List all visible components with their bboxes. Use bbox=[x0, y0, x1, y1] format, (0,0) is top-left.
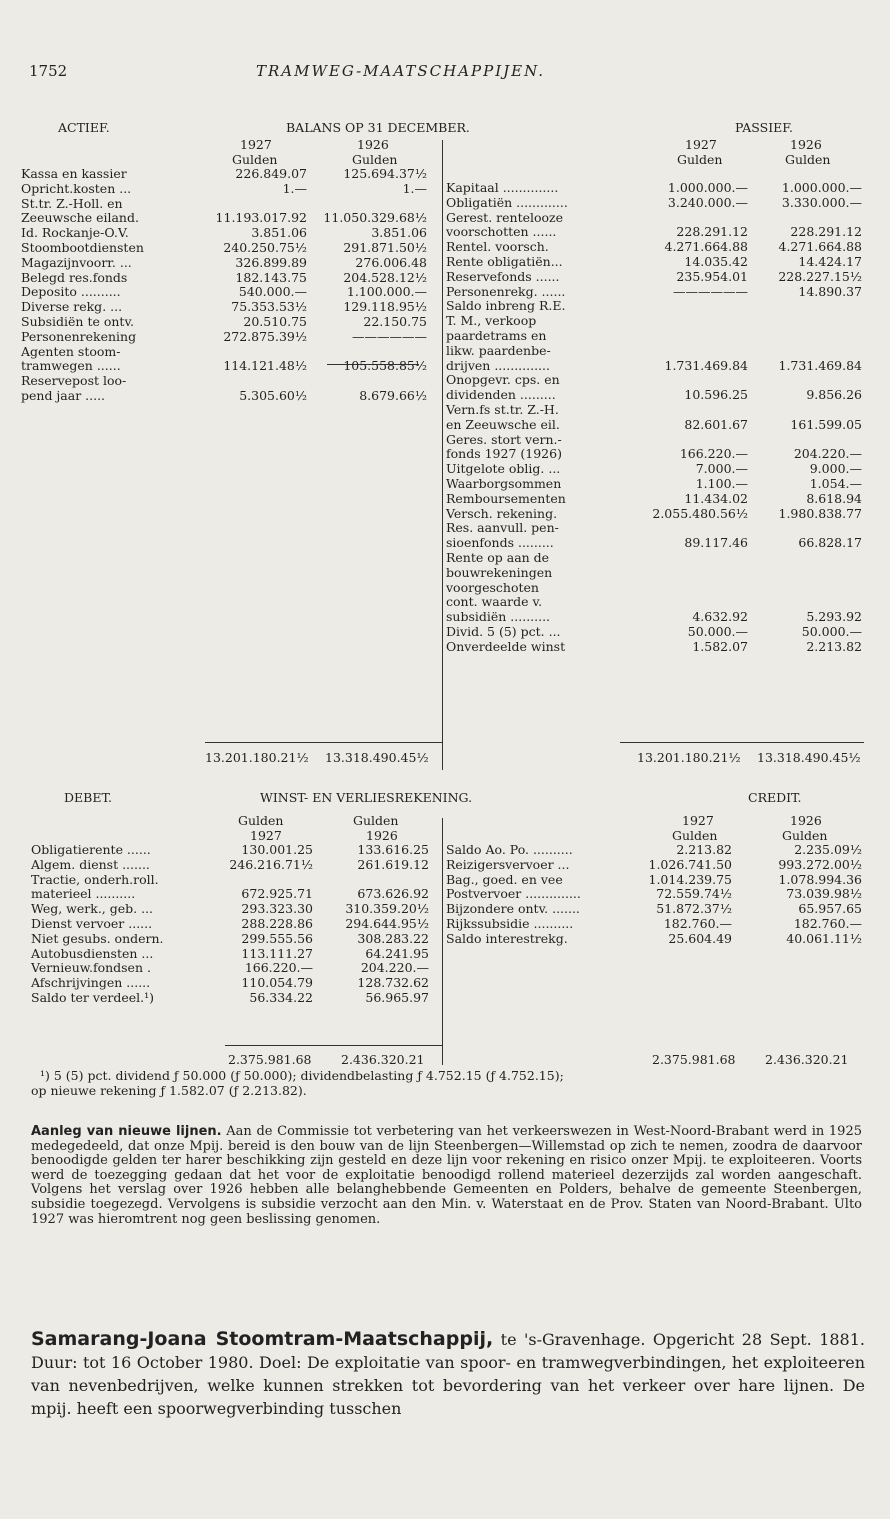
asset-row-label: Deposito .......... bbox=[21, 284, 121, 300]
debit-row-value-1927: 130.001.25 bbox=[241, 842, 313, 857]
liability-row-value-1926: 3.330.000.— bbox=[781, 194, 862, 210]
liability-row bbox=[446, 492, 866, 507]
credit-row-label: Saldo interestrekg. bbox=[446, 930, 568, 946]
liability-row bbox=[446, 299, 866, 314]
liability-row bbox=[446, 240, 866, 255]
debit-row bbox=[31, 902, 441, 917]
asset-row-value-1927: 75.353.53½ bbox=[231, 299, 307, 315]
debit-row-label: Dienst vervoer ...... bbox=[31, 915, 153, 931]
credit-row-value-1926: 65.957.65 bbox=[798, 901, 862, 917]
pl-currency-1926-left: Gulden bbox=[353, 813, 399, 828]
credit-row-value-1926: 993.272.00½ bbox=[778, 856, 862, 872]
asset-row-value-1926: 125.694.37½ bbox=[343, 166, 427, 181]
liability-row-label: en Zeeuwsche eil. bbox=[446, 416, 560, 432]
debit-row bbox=[31, 843, 441, 858]
liability-row-label: dividenden ......... bbox=[446, 387, 556, 403]
asset-row bbox=[21, 345, 439, 360]
liability-row bbox=[446, 388, 866, 403]
liability-row-value-1926: 1.980.838.77 bbox=[778, 505, 862, 521]
liability-row-value-1927: 82.601.67 bbox=[684, 416, 748, 432]
liability-row-value-1927: 7.000.— bbox=[695, 461, 748, 477]
pl-divider bbox=[442, 818, 443, 1065]
pl-year-1927-right: 1927 bbox=[682, 813, 714, 828]
year-1927-right: 1927 bbox=[685, 137, 717, 152]
debit-table bbox=[31, 843, 441, 1006]
credit-row-label: Reizigersvervoer ... bbox=[446, 856, 570, 872]
asset-row bbox=[21, 389, 439, 404]
asset-row-label: Stoombootdiensten bbox=[21, 239, 144, 255]
credit-table bbox=[446, 843, 866, 947]
liability-row bbox=[446, 255, 866, 270]
pl-year-1926-right: 1926 bbox=[790, 813, 822, 828]
credit-row-value-1927: 2.213.82 bbox=[676, 842, 732, 857]
liability-row-label: sioenfonds ......... bbox=[446, 535, 554, 551]
liabilities-total-1926: 13.318.490.45½ bbox=[757, 750, 861, 765]
liability-row-value-1926: 14.890.37 bbox=[798, 283, 862, 299]
credit-row-value-1927: 51.872.37½ bbox=[656, 901, 732, 917]
debit-row-label: Algem. dienst ....... bbox=[31, 856, 150, 872]
asset-row bbox=[21, 271, 439, 286]
asset-row-label: Belegd res.fonds bbox=[21, 269, 128, 285]
liability-row-value-1926: 9.856.26 bbox=[806, 387, 862, 403]
debit-row-value-1926: 310.359.20½ bbox=[345, 901, 429, 917]
liability-row-label: cont. waarde v. bbox=[446, 594, 543, 610]
aanleg-heading: Aanleg van nieuwe lijnen. bbox=[31, 1124, 222, 1139]
liability-row bbox=[446, 344, 866, 359]
credit-row-value-1927: 1.014.239.75 bbox=[648, 871, 732, 887]
asset-row bbox=[21, 226, 439, 241]
liability-row-label: Res. aanvull. pen- bbox=[446, 520, 559, 536]
credit-row-label: Saldo Ao. Po. .......... bbox=[446, 842, 573, 857]
debit-row bbox=[31, 887, 441, 902]
liability-row-value-1926: 1.000.000.— bbox=[781, 180, 862, 195]
liability-row-label: Divid. 5 (5) pct. ... bbox=[446, 623, 561, 639]
aanleg-text: Aan de Commissie tot verbetering van het verkeerswezen in West-Noord-Brabant werd in 1925 medegedeeld, dat onze Mpij. bereid is den bouw van de lijn Steenbergen—Willemstad op zich te nemen, zoodra de daarvoor benoodigde gelden ter harer beschikking zijn gesteld en deze lijn voor rekening en risico onzer Mpij. te exploiteeren. Voorts werd de toezegging gedaan dat het voor de exploitatie benoodigd rollend materieel dezerzijds zal worden aangeschaft. Volgens het verslag over 1926 hebben alle belanghebbende Gemeenten en Polders, behalve de gemeente Steenbergen, subsidie toegezegd. Vervolgens is subsidie verzocht aan den Min. v. Waterstaat en de Prov. Staten van Noord-Brabant. Ulto 1927 was hieromtrent nog geen beslissing genomen. bbox=[31, 1124, 862, 1227]
liability-row-label: Reservefonds ...... bbox=[446, 268, 560, 284]
asset-row-value-1927: 11.193.017.92 bbox=[215, 210, 307, 226]
liability-row bbox=[446, 181, 866, 196]
credit-row bbox=[446, 902, 866, 917]
company-paragraph bbox=[31, 1328, 865, 1420]
liability-row-value-1927: 50.000.— bbox=[687, 623, 748, 639]
liability-row-value-1927: 235.954.01 bbox=[676, 268, 748, 284]
liability-row-value-1926: 14.424.17 bbox=[798, 253, 862, 269]
liability-row-label: subsidiën .......... bbox=[446, 609, 551, 625]
liability-row-label: T. M., verkoop bbox=[446, 313, 537, 329]
debit-row-value-1926: 294.644.95½ bbox=[345, 915, 429, 931]
liability-row-value-1926: 1.054.— bbox=[809, 475, 862, 491]
assets-total-1927: 13.201.180.21½ bbox=[205, 750, 309, 765]
debit-row-value-1927: 246.216.71½ bbox=[229, 856, 313, 872]
liability-row-value-1926: 5.293.92 bbox=[806, 609, 862, 625]
liability-row-value-1927: 11.434.02 bbox=[684, 490, 748, 506]
liability-row-label: Vern.fs st.tr. Z.-H. bbox=[446, 401, 559, 417]
debit-row-value-1926: 133.616.25 bbox=[357, 842, 429, 857]
asset-row bbox=[21, 211, 439, 226]
liability-row-label: Saldo inbreng R.E. bbox=[446, 298, 566, 314]
liability-row-label: Gerest. rentelooze bbox=[446, 209, 564, 225]
asset-row bbox=[21, 241, 439, 256]
liability-row-label: Kapitaal .............. bbox=[446, 180, 559, 195]
asset-row-value-1927: 114.121.48½ bbox=[223, 358, 307, 374]
credit-row-label: Postvervoer .............. bbox=[446, 886, 581, 902]
debit-row bbox=[31, 873, 441, 888]
asset-row-value-1927: 20.510.75 bbox=[243, 313, 307, 329]
debit-row-label: Afschrijvingen ...... bbox=[31, 975, 151, 991]
liability-row-value-1926: 228.291.12 bbox=[790, 224, 862, 240]
debit-row-label: Niet gesubs. ondern. bbox=[31, 930, 164, 946]
asset-row-label: Kassa en kassier bbox=[21, 166, 127, 181]
pl-year-1926-left: 1926 bbox=[366, 828, 398, 843]
asset-row-value-1927: 5.305.60½ bbox=[239, 387, 307, 403]
running-title: TRAMWEG-MAATSCHAPPIJEN. bbox=[256, 62, 546, 80]
liability-row-label: bouwrekeningen bbox=[446, 564, 553, 580]
liability-row bbox=[446, 536, 866, 551]
liability-row-label: voorschotten ...... bbox=[446, 224, 557, 240]
credit-row bbox=[446, 932, 866, 947]
debet-heading: DEBET. bbox=[64, 790, 112, 805]
debit-row-label: Vernieuw.fondsen . bbox=[31, 960, 151, 976]
liability-row-value-1927: 1.582.07 bbox=[692, 638, 748, 654]
credit-row-value-1927: 1.026.741.50 bbox=[648, 856, 732, 872]
liability-row-value-1926: 4.271.664.88 bbox=[778, 239, 862, 255]
debit-row-label: Autobusdiensten ... bbox=[31, 945, 154, 961]
liability-row-value-1927: —————— bbox=[673, 283, 748, 299]
debit-row-value-1927: 113.111.27 bbox=[241, 945, 313, 961]
credit-row-value-1927: 72.559.74½ bbox=[656, 886, 732, 902]
liability-row bbox=[446, 521, 866, 536]
debit-row-value-1927: 672.925.71 bbox=[241, 886, 313, 902]
asset-row-value-1926: —————— bbox=[352, 328, 427, 344]
liability-row-value-1927: 1.731.469.84 bbox=[664, 357, 748, 373]
balance-heading: BALANS OP 31 DECEMBER. bbox=[286, 120, 470, 135]
asset-row-value-1927: 3.851.06 bbox=[251, 225, 307, 241]
liability-row-label: Onopgevr. cps. en bbox=[446, 372, 560, 388]
liability-row-value-1926: 9.000.— bbox=[809, 461, 862, 477]
asset-row-label: Personenrekening bbox=[21, 328, 137, 344]
asset-row-value-1927: 182.143.75 bbox=[235, 269, 307, 285]
pl-year-1927-left: 1927 bbox=[250, 828, 282, 843]
liability-row bbox=[446, 403, 866, 418]
credit-row bbox=[446, 917, 866, 932]
credit-row-value-1926: 182.760.— bbox=[793, 915, 862, 931]
pl-heading: WINST- EN VERLIESREKENING. bbox=[260, 790, 473, 805]
liability-row-value-1926: 2.213.82 bbox=[806, 638, 862, 654]
liability-row-label: paardetrams en bbox=[446, 327, 547, 343]
liability-row bbox=[446, 418, 866, 433]
liability-row bbox=[446, 477, 866, 492]
liability-row bbox=[446, 196, 866, 211]
debit-row-value-1927: 288.228.86 bbox=[241, 915, 313, 931]
credit-row-label: Bag., goed. en vee bbox=[446, 871, 563, 887]
liability-row bbox=[446, 433, 866, 448]
credit-row-value-1927: 25.604.49 bbox=[668, 930, 732, 946]
debit-row-value-1927: 299.555.56 bbox=[241, 930, 313, 946]
liability-row-label: voorgeschoten bbox=[446, 579, 539, 595]
asset-row bbox=[21, 359, 439, 374]
liability-row bbox=[446, 270, 866, 285]
liability-row-value-1927: 14.035.42 bbox=[684, 253, 748, 269]
asset-row-label: tramwegen ...... bbox=[21, 358, 121, 374]
actief-heading: ACTIEF. bbox=[58, 120, 110, 135]
liability-row bbox=[446, 225, 866, 240]
liabilities-table bbox=[446, 181, 866, 655]
debit-row-value-1926: 673.626.92 bbox=[357, 886, 429, 902]
asset-row-value-1926: 3.851.06 bbox=[371, 225, 427, 241]
debit-row-value-1926: 261.619.12 bbox=[357, 856, 429, 872]
footnote-line-1: ¹) 5 (5) pct. dividend ƒ 50.000 (ƒ 50.000); dividendbelasting ƒ 4.752.15 (ƒ 4.752.15); bbox=[40, 1068, 564, 1083]
liability-row-value-1927: 2.055.480.56½ bbox=[652, 505, 748, 521]
liability-row bbox=[446, 462, 866, 477]
credit-total-1927: 2.375.981.68 bbox=[652, 1052, 736, 1067]
asset-row-label: Diverse rekg. ... bbox=[21, 299, 123, 315]
liability-row bbox=[446, 595, 866, 610]
debit-row bbox=[31, 947, 441, 962]
liability-row-label: Obligatiën ............. bbox=[446, 194, 568, 210]
credit-row bbox=[446, 858, 866, 873]
asset-row-label: pend jaar ..... bbox=[21, 387, 106, 403]
debit-row-value-1926: 64.241.95 bbox=[365, 945, 429, 961]
liability-row-value-1926: 66.828.17 bbox=[798, 535, 862, 551]
asset-row-value-1926: 204.528.12½ bbox=[343, 269, 427, 285]
debit-row-label: Saldo ter verdeel.¹) bbox=[31, 989, 154, 1005]
liability-row-label: drijven .............. bbox=[446, 357, 550, 373]
asset-row bbox=[21, 197, 439, 212]
asset-row-label: St.tr. Z.-Holl. en bbox=[21, 195, 123, 211]
debit-row-value-1927: 166.220.— bbox=[244, 960, 313, 976]
aanleg-paragraph bbox=[31, 1125, 862, 1227]
debit-row-value-1927: 56.334.22 bbox=[249, 989, 313, 1005]
asset-row-value-1926: 8.679.66½ bbox=[359, 387, 427, 403]
debit-row-value-1926: 128.732.62 bbox=[357, 975, 429, 991]
asset-row-value-1926: 1.100.000.— bbox=[346, 284, 427, 300]
liability-row-value-1926: 50.000.— bbox=[801, 623, 862, 639]
asset-row-value-1926: 1.— bbox=[402, 180, 427, 196]
pl-currency-1927-left: Gulden bbox=[238, 813, 284, 828]
liability-row-label: Onverdeelde winst bbox=[446, 638, 566, 654]
liability-row bbox=[446, 640, 866, 655]
pl-currency-1926-right: Gulden bbox=[782, 828, 828, 843]
liability-row bbox=[446, 373, 866, 388]
asset-row bbox=[21, 167, 439, 182]
asset-row-value-1926: 291.871.50½ bbox=[343, 239, 427, 255]
asset-row-value-1927: 540.000.— bbox=[238, 284, 307, 300]
credit-row-value-1926: 40.061.11½ bbox=[786, 930, 862, 946]
asset-row-value-1926: 105.558.85½ bbox=[343, 358, 427, 374]
liability-row bbox=[446, 566, 866, 581]
page-number: 1752 bbox=[29, 62, 68, 80]
liability-row bbox=[446, 329, 866, 344]
liabilities-total-1927: 13.201.180.21½ bbox=[637, 750, 741, 765]
liability-row-value-1927: 166.220.— bbox=[679, 446, 748, 462]
debit-row-value-1926: 56.965.97 bbox=[365, 989, 429, 1005]
assets-total-rule bbox=[205, 742, 442, 743]
asset-row-value-1926: 22.150.75 bbox=[363, 313, 427, 329]
asset-row-label: Agenten stoom- bbox=[21, 343, 121, 359]
liability-row-label: fonds 1927 (1926) bbox=[446, 446, 562, 462]
credit-row-label: Bijzondere ontv. ....... bbox=[446, 901, 580, 917]
debit-total-1927: 2.375.981.68 bbox=[228, 1052, 312, 1067]
liability-row bbox=[446, 581, 866, 596]
asset-row-value-1927: 326.899.89 bbox=[235, 254, 307, 270]
asset-row-label: Zeeuwsche eiland. bbox=[21, 210, 139, 226]
debit-row-label: Obligatierente ...... bbox=[31, 842, 151, 857]
credit-row-value-1926: 73.039.98½ bbox=[786, 886, 862, 902]
liability-row-value-1927: 10.596.25 bbox=[684, 387, 748, 403]
asset-row bbox=[21, 182, 439, 197]
asset-row bbox=[21, 256, 439, 271]
asset-row bbox=[21, 315, 439, 330]
credit-row bbox=[446, 873, 866, 888]
company-text: te 's-Gravenhage. Opgericht 28 Sept. 1881. Duur: tot 16 October 1980. Doel: De exploitatie van spoor- en tramwegverbindingen, het exploiteeren van nevenbedrijven, welke kunnen strekken tot bevordering van het verkeer over hare lijnen. De mpij. heeft een spoorwegverbinding tusschen bbox=[31, 1330, 865, 1418]
year-1926-left: 1926 bbox=[357, 137, 389, 152]
assets-total-1926: 13.318.490.45½ bbox=[325, 750, 429, 765]
liability-row bbox=[446, 610, 866, 625]
liability-row-label: Rentel. voorsch. bbox=[446, 239, 549, 255]
year-1926-right: 1926 bbox=[790, 137, 822, 152]
liability-row bbox=[446, 211, 866, 226]
debit-row-label: materieel .......... bbox=[31, 886, 136, 902]
asset-row-label: Id. Rockanje-O.V. bbox=[21, 225, 129, 241]
debit-row-value-1927: 110.054.79 bbox=[241, 975, 313, 991]
liability-row-value-1926: 8.618.94 bbox=[806, 490, 862, 506]
liability-row-label: Remboursementen bbox=[446, 490, 566, 506]
asset-row bbox=[21, 285, 439, 300]
footnote-line-2: op nieuwe rekening ƒ 1.582.07 (ƒ 2.213.82). bbox=[31, 1083, 307, 1098]
liability-row-value-1927: 3.240.000.— bbox=[667, 194, 748, 210]
asset-row bbox=[21, 300, 439, 315]
debit-row-value-1926: 204.220.— bbox=[360, 960, 429, 976]
asset-row bbox=[21, 374, 439, 389]
asset-row-value-1926: 11.050.329.68½ bbox=[323, 210, 427, 226]
liability-row bbox=[446, 625, 866, 640]
liability-row-label: Uitgelote oblig. ... bbox=[446, 461, 561, 477]
pl-currency-1927-right: Gulden bbox=[672, 828, 718, 843]
asset-row-label: Magazijnvoorr. ... bbox=[21, 254, 132, 270]
liability-row-label: Versch. rekening. bbox=[446, 505, 558, 521]
liability-row bbox=[446, 314, 866, 329]
asset-row-value-1927: 226.849.07 bbox=[235, 166, 307, 181]
liability-row-value-1927: 1.100.— bbox=[695, 475, 748, 491]
credit-row-value-1926: 2.235.09½ bbox=[794, 842, 862, 857]
liability-row-label: Geres. stort vern.- bbox=[446, 431, 562, 447]
liability-row-value-1927: 228.291.12 bbox=[676, 224, 748, 240]
debit-row-value-1926: 308.283.22 bbox=[357, 930, 429, 946]
debit-row bbox=[31, 976, 441, 991]
liability-row-value-1927: 1.000.000.— bbox=[667, 180, 748, 195]
liability-row-label: Rente obligatiën... bbox=[446, 253, 563, 269]
liability-row-label: likw. paardenbe- bbox=[446, 342, 551, 358]
asset-row-label: Opricht.kosten ... bbox=[21, 180, 132, 196]
asset-row-value-1927: 272.875.39½ bbox=[223, 328, 307, 344]
liability-row-value-1926: 161.599.05 bbox=[790, 416, 862, 432]
passief-heading: PASSIEF. bbox=[735, 120, 793, 135]
debit-row bbox=[31, 991, 441, 1006]
asset-row bbox=[21, 330, 439, 345]
asset-row-label: Reservepost loo- bbox=[21, 373, 127, 389]
liability-row bbox=[446, 285, 866, 300]
liability-row bbox=[446, 551, 866, 566]
liability-row-label: Rente op aan de bbox=[446, 549, 550, 565]
liability-row-value-1927: 89.117.46 bbox=[684, 535, 748, 551]
balance-divider bbox=[442, 140, 443, 770]
liability-row-value-1926: 228.227.15½ bbox=[778, 268, 862, 284]
credit-total-1926: 2.436.320.21 bbox=[765, 1052, 849, 1067]
debit-row bbox=[31, 932, 441, 947]
asset-row-value-1927: 1.— bbox=[282, 180, 307, 196]
asset-row-value-1926: 276.006.48 bbox=[355, 254, 427, 270]
asset-row-label: Subsidiën te ontv. bbox=[21, 313, 134, 329]
debit-row-label: Tractie, onderh.roll. bbox=[31, 871, 159, 887]
liability-row-label: Waarborgsommen bbox=[446, 475, 562, 491]
company-name: Samarang-Joana Stoomtram-Maatschappij, bbox=[31, 1328, 494, 1350]
debit-row-label: Weg, werk., geb. ... bbox=[31, 901, 154, 917]
currency-1926-right: Gulden bbox=[785, 152, 831, 167]
debit-row bbox=[31, 858, 441, 873]
liability-row bbox=[446, 359, 866, 374]
debit-total-1926: 2.436.320.21 bbox=[341, 1052, 425, 1067]
asset-row-value-1926: 129.118.95½ bbox=[343, 299, 427, 315]
liabilities-total-rule bbox=[620, 742, 864, 743]
credit-heading: CREDIT. bbox=[748, 790, 802, 805]
debit-row-value-1927: 293.323.30 bbox=[241, 901, 313, 917]
credit-row bbox=[446, 887, 866, 902]
liability-row bbox=[446, 507, 866, 522]
credit-row-label: Rijkssubsidie .......... bbox=[446, 915, 574, 931]
liability-row-label: Personenrekg. ...... bbox=[446, 283, 566, 299]
credit-row bbox=[446, 843, 866, 858]
currency-1926-left: Gulden bbox=[352, 152, 398, 167]
credit-row-value-1926: 1.078.994.36 bbox=[778, 871, 862, 887]
currency-1927-left: Gulden bbox=[232, 152, 278, 167]
credit-row-value-1927: 182.760.— bbox=[663, 915, 732, 931]
year-1927-left: 1927 bbox=[240, 137, 272, 152]
asset-row-value-1927: 240.250.75½ bbox=[223, 239, 307, 255]
liability-row-value-1926: 204.220.— bbox=[793, 446, 862, 462]
liability-row-value-1927: 4.271.664.88 bbox=[664, 239, 748, 255]
liability-row bbox=[446, 447, 866, 462]
assets-table bbox=[21, 167, 439, 404]
liability-row-value-1926: 1.731.469.84 bbox=[778, 357, 862, 373]
debit-row bbox=[31, 917, 441, 932]
currency-1927-right: Gulden bbox=[677, 152, 723, 167]
debit-row bbox=[31, 961, 441, 976]
debit-total-rule bbox=[225, 1045, 442, 1046]
liability-row-value-1927: 4.632.92 bbox=[692, 609, 748, 625]
